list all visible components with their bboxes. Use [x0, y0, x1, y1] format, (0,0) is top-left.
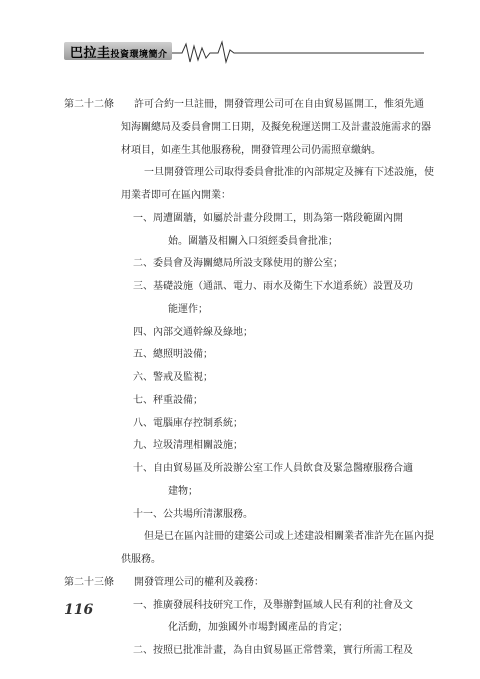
- list-item-continuation: 建物；: [168, 486, 198, 497]
- list-item: 十一、公共場所清潔服務。: [133, 509, 253, 520]
- list-item: 四、內部交通幹線及綠地；: [133, 327, 253, 338]
- list-item: 五、總照明設備；: [133, 349, 213, 360]
- list-item-continuation: 能運作；: [168, 304, 208, 315]
- text-line: 一旦開發管理公司取得委員會批准的內部規定及擁有下述設施，使: [144, 167, 434, 178]
- text-line: 但是已在區內註冊的建築公司或上述建設相關業者准許先在區內提: [144, 531, 434, 542]
- heartbeat-line-icon: [172, 40, 424, 64]
- text-line: 知海關總局及委員會開工日期，及擬免稅運送開工及計畫設施需求的器: [121, 122, 431, 133]
- list-item: 二、委員會及海關總局所設支隊使用的辦公室；: [133, 258, 343, 269]
- brand-name: 巴拉圭: [70, 46, 111, 61]
- list-item: 七、秤重設備；: [133, 395, 203, 406]
- page-header: [64, 40, 424, 64]
- list-item: 三、基礎設施（通訊、電力、雨水及衛生下水道系統）設置及功: [133, 281, 413, 292]
- list-item: 二、按照已批准計畫，為自由貿易區正常營業，實行所需工程及: [133, 645, 413, 656]
- list-item: 六、警戒及監視；: [133, 372, 213, 383]
- text-line: 材項目，如產生其他服務稅，開發管理公司仍需照章繳納。: [121, 145, 381, 156]
- list-item-continuation: 始。圍牆及相關入口須經委員會批准；: [168, 236, 338, 247]
- list-item: 一、周遭圍牆，如屬於計畫分段開工，則為第一階段範圍內開: [133, 213, 403, 224]
- list-item: 八、電腦庫存控制系統；: [133, 418, 243, 429]
- list-item: 一、推廣發展科技研究工作，及舉辦對區域人民有利的社會及文: [133, 600, 413, 611]
- text-line: 供服務。: [121, 554, 161, 565]
- article-23-heading-line: 第二十三條 開發管理公司的權利及義務：: [64, 577, 264, 588]
- text-line: 用業者即可在區內開業：: [121, 190, 231, 201]
- list-item: 十、自由貿易區及所設辦公室工作人員飲食及緊急醫療服務合適: [133, 463, 413, 474]
- page-number: 116: [64, 602, 94, 618]
- brand-subtitle: 投資環境簡介: [110, 50, 168, 60]
- list-item: 九、垃圾清理相關設施；: [133, 440, 243, 451]
- header-title: [70, 42, 168, 61]
- article-22-heading-line: 第二十二條 許可合約一旦註冊，開發管理公司可在自由貿易區開工，惟須先通: [64, 99, 424, 110]
- list-item-continuation: 化活動，加強國外市場對國產品的肯定；: [168, 622, 348, 633]
